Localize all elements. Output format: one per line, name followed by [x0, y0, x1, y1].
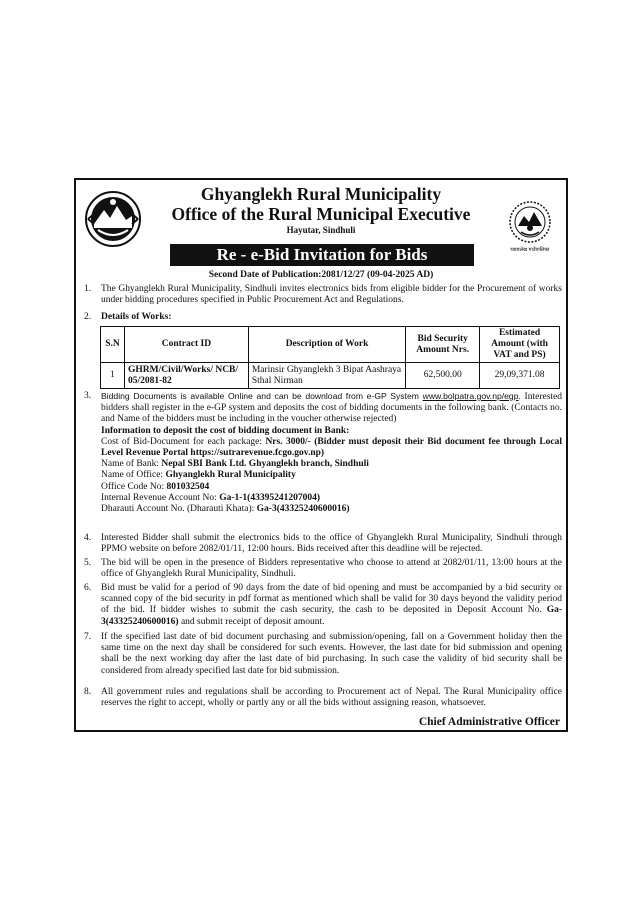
clause-number: 6.	[84, 583, 92, 593]
deposit-account: Ga-3(43325240600016)	[101, 605, 562, 627]
signature-title: Chief Administrative Officer	[418, 716, 560, 728]
clause-3: 3. Bidding Documents is available Online and can be download from e-GP System www.bolpatra.gov.np/egp. Interested bidders shall register in the e-GP system and deposits the cost of bidding documents in the following bank. (Contacts no. and Name of the bidders must be including in the voucher otherwise rejected) Information to deposit the cost of bidding document in Bank: Cost of Bid-Document for each package: Nrs. 3000/- (Bidder must deposit their Bid document fee through Local Level Revenue Portal https://sutrarevenue.fcgo.gov.np) Name of Bank: Nepal SBI Bank Ltd. Ghyanglekh branch, Sindhuli Name of Office: Ghyanglekh Rural Municipality Office Code No: 801032504 Internal Revenue Account No: Ga-1-1(43395241207004) Dharauti Account No. (Dharauti Khata): Ga-3(43325240600016)	[84, 391, 563, 515]
clause-number: 5.	[84, 558, 92, 568]
office-address: Hayutar, Sindhuli	[286, 225, 356, 235]
clause-number: 3.	[84, 391, 92, 401]
clause-text: The Ghyanglekh Rural Municipality, Sindhuli invites electronics bids from eligible bidder for the Procurement of works under bidding procedures specified in Public Procurement Act and Regulations.	[101, 284, 562, 306]
header-bid-security: Bid Security Amount Nrs.	[406, 327, 480, 363]
header-estimated-amount: Estimated Amount (with VAT and PS)	[480, 327, 560, 363]
cell-contract-id: GHRM/Civil/Works/ NCB/ 05/2081-82	[124, 363, 248, 389]
clause-5	[84, 558, 562, 580]
clause-text: The bid will be open in the presence of Bidders representative who choose to attend at 2082/01/11, 13:00 hours at the office of Ghyanglekh Rural Municipality, Sindhuli.	[101, 558, 562, 580]
municipality-name: Ghyanglekh Rural Municipality	[200, 184, 442, 204]
dharauti-account: Ga-3(43325240600016)	[256, 504, 350, 515]
clause-number: 4.	[84, 533, 92, 543]
clause-4	[84, 533, 562, 555]
revenue-account: Ga-1-1(43395241207004)	[219, 492, 320, 503]
clause-6: 6. Bid must be valid for a period of 90 days from the date of bid opening and must be accompanied by a bid security or scanned copy of the bid security in pdf format as mentioned which shall be valid for 30 days beyond the validity period of the bid. If bidder wishes to submit the cash security, the cash to be deposited in Deposit Account No. Ga-3(43325240600016) and submit receipt of deposit amount.	[84, 583, 562, 627]
clause-text: All government rules and regulations shall be according to Procurement act of Nepal. The Rural Municipality office reserves the right to accept, wholly or partly any or all the bids without assigning reason, whatsoever.	[101, 687, 562, 709]
svg-text:घ्याङलेख गाउँपालिका: घ्याङलेख गाउँपालिका	[510, 247, 550, 253]
cell-description: Marinsir Ghyanglekh 3 Bipat Aashraya Sthal Nirman	[248, 363, 405, 389]
clause-number: 8.	[84, 687, 92, 697]
header-sn: S.N	[101, 327, 125, 363]
clause-text: Interested Bidder shall submit the electronics bids to the office of Ghyanglekh Rural Municipality, Sindhuli through PPMO website on before 2082/01/11, 12:00 hours. Bids received after this deadline will be rejected.	[101, 533, 562, 555]
cell-bid-security: 62,500.00	[406, 363, 480, 389]
bid-notice	[74, 178, 568, 732]
cell-sn: 1	[101, 363, 125, 389]
header-contract-id: Contract ID	[124, 327, 248, 363]
bank-name: Nepal SBI Bank Ltd. Ghyanglekh branch, Sindhuli	[161, 459, 369, 470]
table-header-row	[101, 327, 560, 363]
clause-number: 1.	[84, 284, 92, 294]
works-table	[100, 326, 560, 389]
cost-value: Nrs. 3000/- (Bidder must deposit their Bid document fee through Local Level Revenue Portal https://sutrarevenue.fcgo.gov.np)	[101, 436, 563, 459]
publication-date: Second Date of Publication:2081/12/27 (09-04-2025 AD)	[208, 270, 434, 280]
clause-2	[84, 312, 562, 323]
bidding-docs-text: Bidding Documents is available Online and can be download from e-GP System	[101, 391, 423, 401]
clause-number: 2.	[84, 312, 92, 322]
bank-info-heading: Information to deposit the cost of bidding document in Bank:	[101, 425, 350, 436]
office-code: 801032504	[166, 481, 210, 492]
egp-link[interactable]: www.bolpatra.gov.np/egp	[422, 391, 519, 401]
register-text: Interested bidders shall register in the e-GP system and deposits the cost of bidding documents in the following bank. (Contacts no. and Name of the bidders must be including in the voucher otherwise rejected)	[101, 392, 562, 425]
office-name: Office of the Rural Municipal Executive	[171, 204, 471, 224]
office-value: Ghyanglekh Rural Municipality	[165, 470, 296, 481]
clause-8	[84, 687, 562, 709]
cell-estimated-amount: 29,09,371.08	[480, 363, 560, 389]
clause-text: If the specified last date of bid document purchasing and submission/opening, fall on a Government holiday then the same time on the next day shall be considered for such events. However, the last date for bid submission and opening shall be the next working day after the last date of bid purchasing. In such case the validity of bid security shall be considered from already specified last date for bid submission.	[101, 632, 562, 676]
notice-title-banner: Re - e-Bid Invitation for Bids	[170, 244, 474, 266]
table-row	[101, 363, 560, 389]
works-heading: Details of Works:	[101, 312, 172, 322]
clause-1	[84, 284, 562, 306]
clause-7	[84, 632, 562, 677]
clause-number: 7.	[84, 632, 92, 642]
header-description: Description of Work	[248, 327, 405, 363]
